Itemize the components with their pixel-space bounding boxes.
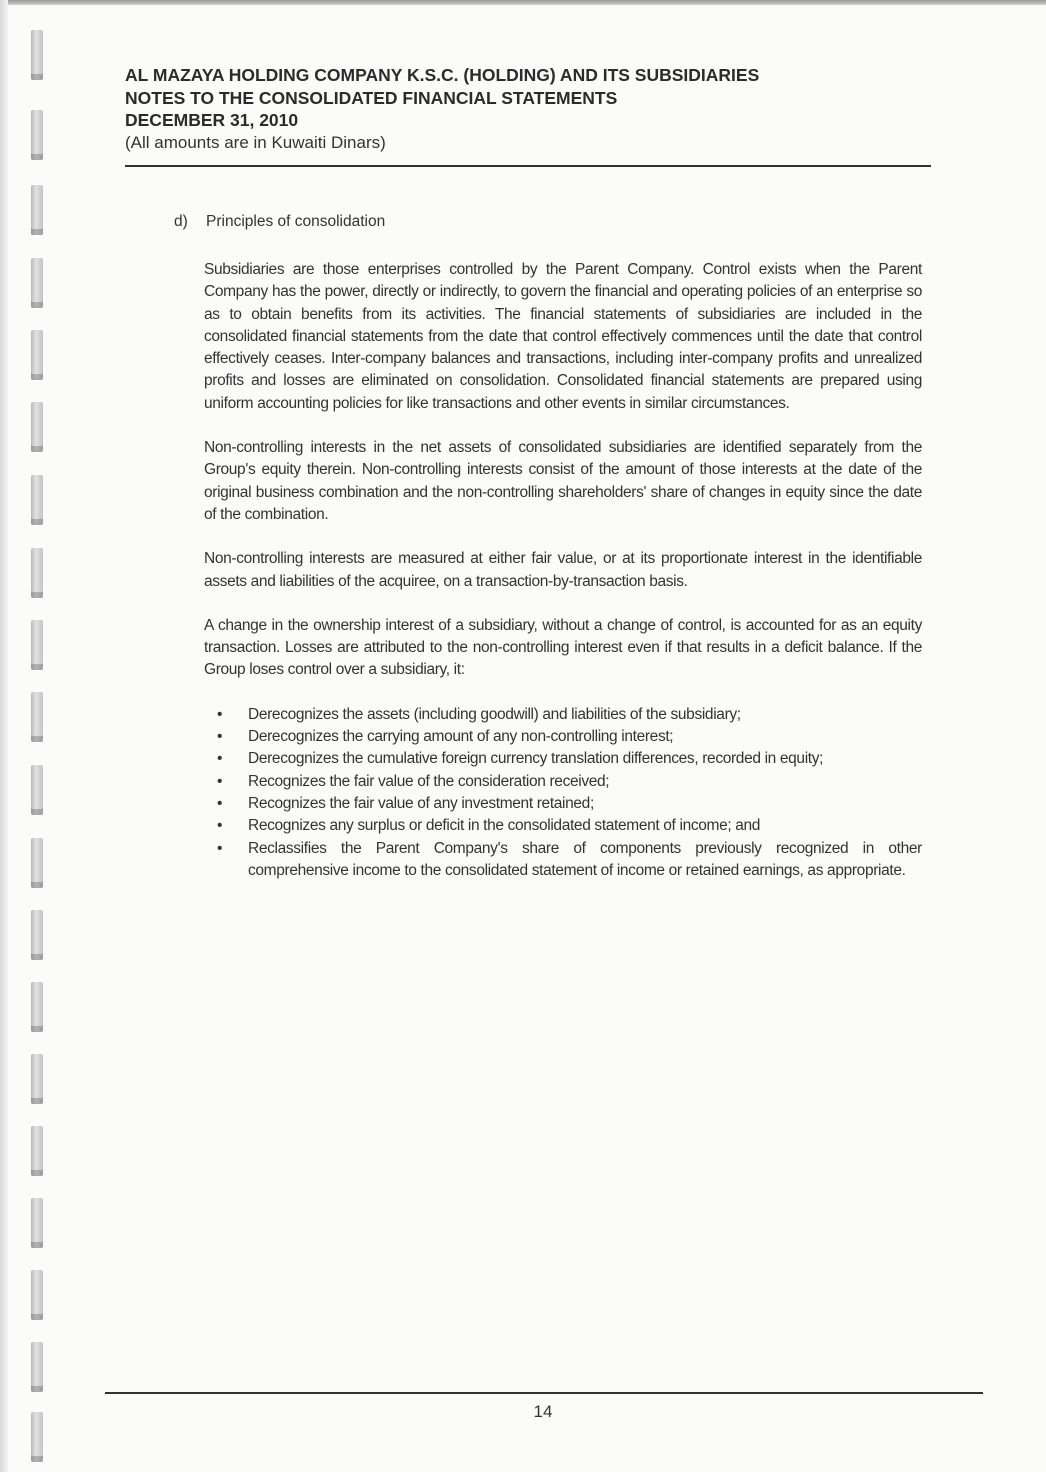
page-number: 14 (533, 1402, 553, 1421)
binding-hole (31, 30, 43, 80)
statement-date: DECEMBER 31, 2010 (125, 110, 299, 130)
page-top-edge (0, 0, 1046, 5)
binding-hole (31, 548, 43, 598)
page-left-edge (0, 0, 8, 1472)
section-letter: d) (174, 213, 188, 230)
binding-hole (31, 1126, 43, 1176)
binding-hole (31, 258, 43, 308)
bullet-item: • Derecognizes the cumulative foreign currency translation differences, recorded in equity; (248, 748, 922, 770)
document-header (125, 64, 930, 154)
paragraph: Non-controlling interests in the net assets of consolidated subsidiaries are identified separately from the Group's equity therein. Non-controlling interests consist of the amount of those interests at the date of the original business combination and the non-controlling shareholders' share of changes in equity since the date of the combination. (204, 439, 922, 523)
binding-hole (31, 910, 43, 960)
binding-hole (31, 1054, 43, 1104)
paragraph: A change in the ownership interest of a subsidiary, without a change of control, is accounted for as an equity transaction. Losses are attributed to the non-controlling interest even if that results in a deficit balance. If the Group loses control over a subsidiary, it: (204, 616, 922, 679)
bullet-list (204, 704, 922, 882)
company-name: AL MAZAYA HOLDING COMPANY K.S.C. (HOLDING) AND ITS SUBSIDIARIES (125, 65, 760, 85)
binding-hole (31, 330, 43, 380)
paragraph: Non-controlling interests are measured at either fair value, or at its proportionate interest in the identifiable assets and liabilities of the acquiree, on a transaction-by-transaction basis. (204, 550, 922, 590)
section-body (204, 259, 922, 882)
binding-holes (31, 30, 45, 1470)
paragraph: Subsidiaries are those enterprises controlled by the Parent Company. Control exists when the Parent Company has the power, directly or indirectly, to govern the financial and operating policies of an enterprise so as to obtain benefits from its activities. The financial statements of subsidiaries are included in the consolidated financial statements from the date that control effectively commences until the date that control effectively ceases. Inter-company balances and transactions, including inter-company profits and unrealized profits and losses are eliminated on consolidation. Consolidated financial statements are prepared using uniform accounting policies for like transactions and other events in similar circumstances. (204, 261, 922, 412)
binding-hole (31, 1198, 43, 1248)
binding-hole (31, 185, 43, 235)
binding-hole (31, 1342, 43, 1392)
binding-hole (31, 110, 43, 160)
binding-hole (31, 765, 43, 815)
bullet-item: • Recognizes the fair value of any investment retained; (248, 793, 922, 815)
currency-note: (All amounts are in Kuwaiti Dinars) (125, 132, 386, 152)
binding-hole (31, 475, 43, 525)
binding-hole (31, 1412, 43, 1462)
document-title: NOTES TO THE CONSOLIDATED FINANCIAL STATEMENTS (125, 87, 618, 108)
bullet-item: • Derecognizes the carrying amount of any non-controlling interest; (248, 726, 922, 748)
header-divider (125, 165, 931, 167)
bullet-item: • Recognizes the fair value of the consideration received; (248, 771, 922, 793)
binding-hole (31, 402, 43, 452)
bullet-item: • Derecognizes the assets (including goodwill) and liabilities of the subsidiary; (248, 704, 922, 726)
footer-divider (105, 1392, 983, 1394)
section-title: Principles of consolidation (206, 213, 386, 230)
binding-hole (31, 620, 43, 670)
binding-hole (31, 982, 43, 1032)
bullet-item: • Recognizes any surplus or deficit in the consolidated statement of income; and (248, 815, 922, 837)
bullet-item: • Reclassifies the Parent Company's share of components previously recognized in other comprehensive income to the consolidated statement of income or retained earnings, as appropriate. (248, 838, 922, 883)
binding-hole (31, 838, 43, 888)
binding-hole (31, 1270, 43, 1320)
section-heading (174, 213, 385, 231)
binding-hole (31, 692, 43, 742)
